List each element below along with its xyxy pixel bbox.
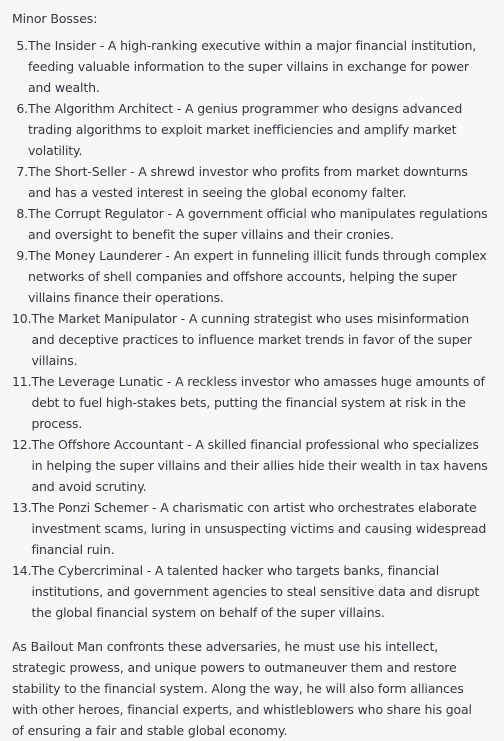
list-item-number: 5. xyxy=(16,38,28,53)
list-item xyxy=(12,98,492,161)
list-item-number: 9. xyxy=(16,248,28,263)
list-item-text: The Short-Seller - A shrewd investor who profits from market downturns and has a vested interest in seeing the global economy falter. xyxy=(28,164,468,200)
list-item-text: The Market Manipulator - A cunning strategist who uses misinformation and deceptive practices to influence market trends in favor of the super villains. xyxy=(31,311,473,368)
list-item xyxy=(12,35,492,98)
list-item xyxy=(12,434,492,497)
list-item-number: 7. xyxy=(16,164,28,179)
list-item-number: 6. xyxy=(16,101,28,116)
list-item-number: 14. xyxy=(12,563,32,578)
list-item-text: The Ponzi Schemer - A charismatic con artist who orchestrates elaborate investment scams, luring in unsuspecting victims and causing widespread financial ruin. xyxy=(31,500,487,557)
closing-paragraph: As Bailout Man confronts these adversaries, he must use his intellect, strategic prowess, and unique powers to outmaneuver them and restore stability to the financial system. Along the way, he will also form alliances with other heroes, financial experts, and whistleblowers who share his goal of ensuring a fair and stable global economy. xyxy=(12,639,472,738)
list-item-text: The Offshore Accountant - A skilled financial professional who specializes in helping the super villains and their allies hide their wealth in tax havens and avoid scrutiny. xyxy=(31,437,488,494)
list-item xyxy=(12,245,492,308)
list-item-text: The Insider - A high-ranking executive within a major financial institution, feeding valuable information to the super villains in exchange for power and wealth. xyxy=(28,38,477,95)
list-item xyxy=(12,308,492,371)
list-item xyxy=(12,497,492,560)
list-item xyxy=(12,203,492,245)
list-item-text: The Cybercriminal - A talented hacker who targets banks, financial institutions, and government agencies to steal sensitive data and disrupt the global financial system on behalf of the super villains. xyxy=(31,563,480,620)
list-item xyxy=(12,161,492,203)
list-item-text: The Algorithm Architect - A genius programmer who designs advanced trading algorithms to exploit market inefficiencies and amplify market volatility. xyxy=(28,101,463,158)
minor-bosses-list xyxy=(12,35,492,623)
list-item-text: The Money Launderer - An expert in funneling illicit funds through complex networks of shell companies and offshore accounts, helping the super villains finance their operations. xyxy=(28,248,487,305)
list-item-text: The Corrupt Regulator - A government official who manipulates regulations and oversight to benefit the super villains and their cronies. xyxy=(28,206,488,242)
list-item-number: 8. xyxy=(16,206,28,221)
list-item-text: The Leverage Lunatic - A reckless investor who amasses huge amounts of debt to fuel high-stakes bets, putting the financial system at risk in the process. xyxy=(31,374,485,431)
list-item-number: 13. xyxy=(12,500,32,515)
list-item xyxy=(12,371,492,434)
section-heading: Minor Bosses: xyxy=(12,11,98,26)
list-item-number: 12. xyxy=(12,437,32,452)
list-item xyxy=(12,560,492,623)
list-item-number: 11. xyxy=(12,374,32,389)
list-item-number: 10. xyxy=(12,311,32,326)
